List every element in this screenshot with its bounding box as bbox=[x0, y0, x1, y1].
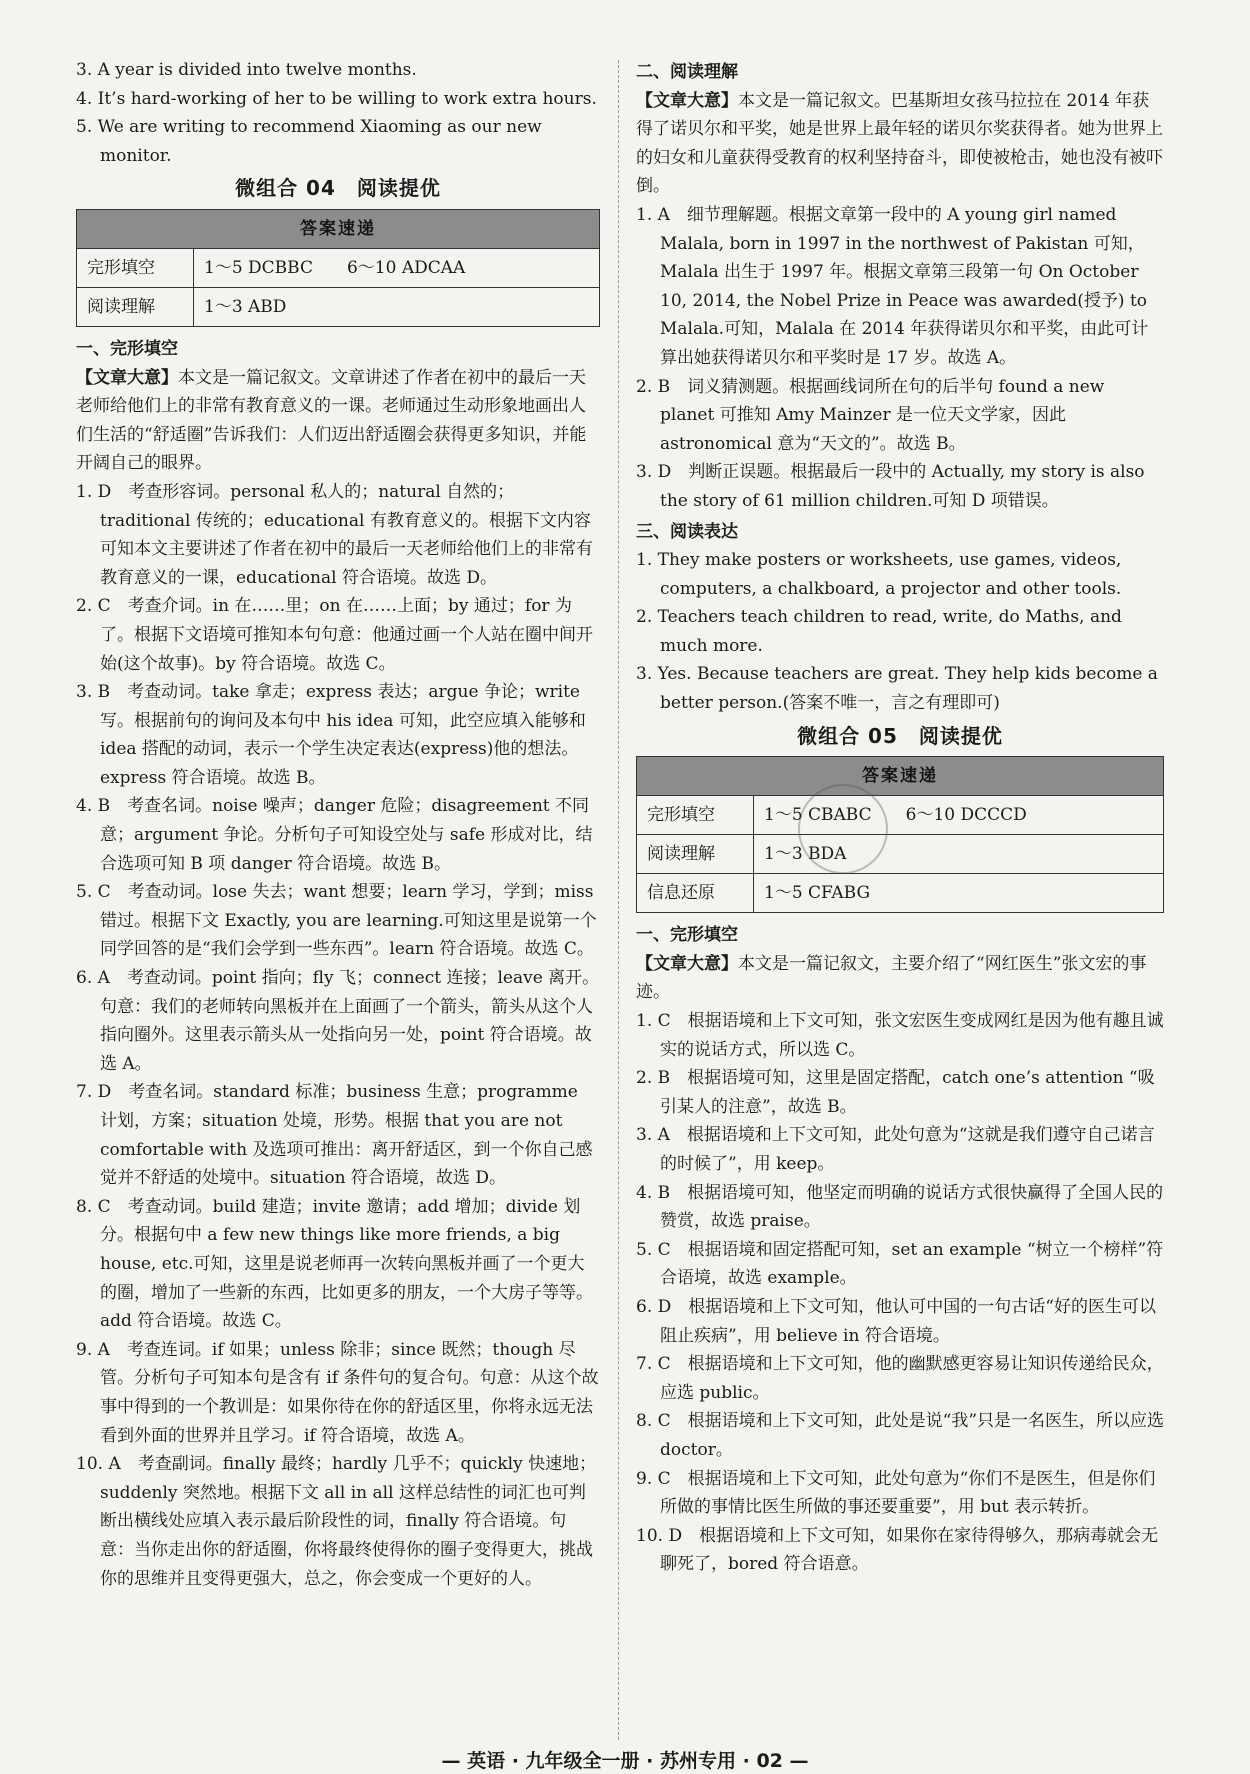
row-value: 1～3 BDA bbox=[754, 835, 1164, 874]
answer-item: 7. C 根据语境和上下文可知，他的幽默感更容易让知识传递给民众，应选 public。 bbox=[636, 1354, 1164, 1403]
row-value: 1～5 DCBBC 6～10 ADCAA bbox=[194, 248, 600, 287]
answer-item: 9. C 根据语境和上下文可知，此处句意为“你们不是医生，但是你们所做的事情比医生所做的事还要重要”，用 but 表示转折。 bbox=[636, 1468, 1156, 1518]
group-04-title: 微组合 04 阅读提优 bbox=[235, 176, 441, 201]
table-row bbox=[77, 287, 600, 326]
answer-table-05 bbox=[636, 756, 1164, 913]
table-row bbox=[77, 248, 600, 287]
summary-text: 本文是一篇记叙文。文章讲述了作者在初中的最后一天老师给他们上的非常有教育意义的一课。老师通过生动形象地画出人们生活的“舒适圈”告诉我们：人们迈出舒适圈会获得更多知识，并能开阔自己的眼界。 bbox=[76, 367, 587, 474]
answer-item: 7. D 考查名词。standard 标准；business 生意；programme 计划，方案；situation 处境，形势。根据 that you are not comfortable with 及选项可推出：离开舒适区，到一个你自己感觉并不舒适的处境中。situation 符合语境，故选 D。 bbox=[76, 1082, 593, 1189]
left-column bbox=[76, 56, 600, 1593]
table-row bbox=[637, 796, 1164, 835]
answer-item: 4. B 根据语境可知，他坚定而明确的说话方式很快赢得了全国人民的赞赏，故选 praise。 bbox=[636, 1182, 1164, 1232]
page-footer: — 英语 · 九年级全一册 · 苏州专用 · 02 — bbox=[441, 1750, 809, 1772]
row-label: 阅读理解 bbox=[77, 287, 194, 326]
section-title-cloze: 一、完形填空 bbox=[76, 338, 178, 359]
section-title-cloze: 一、完形填空 bbox=[636, 925, 738, 946]
answer-item: 2. C 考查介词。in 在……里；on 在……上面；by 通过；for 为了。根据下文语境可推知本句句意：他通过画一个人站在圈中间开始(这个故事)。by 符合语境。故选 C。 bbox=[76, 596, 593, 674]
row-value: 1～5 CFABG bbox=[754, 874, 1164, 913]
answer-item: 1. A 细节理解题。根据文章第一段中的 A young girl named Malala, born in 1997 in the northwest of Pakistan 可知，Malala 出生于 1997 年。根据文章第三段第一句 On October 10, 2014, the Nobel Prize in Peace was awarded(授予) to Malala.可知，Malala 在 2014 年获得诺贝尔和平奖，由此可计算出她获得诺贝尔和平奖时是 17 岁。故选 A。 bbox=[636, 204, 1149, 368]
table-header: 答案速递 bbox=[637, 757, 1164, 796]
answer-item: 4. B 考查名词。noise 噪声；danger 危险；disagreement 不同意；argument 争论。分析句子可知设空处与 safe 形成对比，结合选项可知 B 项 danger 符合语境。故选 B。 bbox=[76, 796, 593, 874]
answer-item: 2. B 根据语境可知，这里是固定搭配，catch one’s attention “吸引某人的注意”，故选 B。 bbox=[636, 1068, 1155, 1117]
summary bbox=[636, 950, 1164, 1007]
answer-item: 3. A 根据语境和上下文可知，此处句意为“这就是我们遵守自己诺言的时候了”，用 keep。 bbox=[636, 1125, 1155, 1174]
answer-item: 10. A 考查副词。finally 最终；hardly 几乎不；quickly 快速地；suddenly 突然地。根据下文 all in all 这样总结性的词汇也可判断出横线处应填入表示最后阶段性的词，finally 符合语境。句意：当你走出你的舒适圈，你将最终使得你的圈子变得更大，挑战你的思维并且变得更强大，总之，你会变成一个更好的人。 bbox=[76, 1454, 597, 1589]
section-title-expression: 三、阅读表达 bbox=[636, 521, 738, 542]
table-row bbox=[637, 874, 1164, 913]
answer-item: 8. C 根据语境和上下文可知，此处是说“我”只是一名医生，所以应选 doctor。 bbox=[636, 1411, 1165, 1460]
right-column bbox=[636, 56, 1164, 1579]
summary bbox=[636, 87, 1164, 201]
summary-label: 【文章大意】 bbox=[76, 367, 178, 388]
intro-line: 3. A year is divided into twelve months. bbox=[76, 60, 417, 80]
row-label: 信息还原 bbox=[637, 874, 754, 913]
answer-item: 8. C 考查动词。build 建造；invite 邀请；add 增加；divide 划分。根据句中 a few new things like more friends, a big house, etc.可知，这里是说老师再一次转向黑板并画了一个更大的圈，增加了一些新的东西，比如更多的朋友，一个大房子等等。add 符合语境。故选 C。 bbox=[76, 1196, 593, 1332]
summary-label: 【文章大意】 bbox=[636, 90, 738, 111]
row-value: 1～3 ABD bbox=[194, 287, 600, 326]
row-label: 阅读理解 bbox=[637, 835, 754, 874]
column-divider bbox=[618, 60, 619, 1740]
table-header: 答案速递 bbox=[77, 209, 600, 248]
table-row bbox=[637, 835, 1164, 874]
summary-label: 【文章大意】 bbox=[636, 953, 738, 974]
stamp-seal bbox=[798, 784, 888, 874]
answer-item: 1. C 根据语境和上下文可知，张文宏医生变成网红是因为他有趣且诚实的说话方式，所以选 C。 bbox=[636, 1011, 1164, 1060]
group-05-title: 微组合 05 阅读提优 bbox=[797, 723, 1003, 748]
answer-item: 9. A 考查连词。if 如果；unless 除非；since 既然；though 尽管。分析句子可知本句是含有 if 条件句的复合句。句意：从这个故事中得到的一个教训是：如果你待在你的舒适区里，你将永远无法看到外面的世界并且学习。if 符合语境，故选 A。 bbox=[76, 1339, 599, 1446]
answer-item: 6. D 根据语境和上下文可知，他认可中国的一句古话“好的医生可以阻止疾病”，用 believe in 符合语境。 bbox=[636, 1296, 1156, 1346]
answer-item: 10. D 根据语境和上下文可知，如果你在家待得够久，那病毒就会无聊死了，bored 符合语意。 bbox=[636, 1525, 1159, 1575]
intro-line: 4. It’s hard-working of her to be willing to work extra hours. bbox=[76, 88, 597, 109]
answer-item: 1. D 考查形容词。personal 私人的；natural 自然的；traditional 传统的；educational 有教育意义的。根据下文内容可知本文主要讲述了作者在初中的最后一天老师给他们上的非常有教育意义的一课，educational 符合语境。故选 D。 bbox=[76, 481, 593, 588]
summary bbox=[76, 364, 600, 478]
row-value: 1～5 CBABC 6～10 DCCCD bbox=[754, 796, 1164, 835]
answer-item: 3. Yes. Because teachers are great. They help kids become a better person.(答案不唯一，言之有理即可) bbox=[636, 664, 1158, 714]
answer-item: 2. Teachers teach children to read, write, do Maths, and much more. bbox=[636, 607, 1122, 656]
answer-item: 6. A 考查动词。point 指向；fly 飞；connect 连接；leave 离开。句意：我们的老师转向黑板并在上面画了一个箭头，箭头从这个人指向圈外。这里表示箭头从一处指向另一处，point 符合语境。故选 A。 bbox=[76, 968, 600, 1074]
answer-item: 2. B 词义猜测题。根据画线词所在句的后半句 found a new planet 可推知 Amy Mainzer 是一位天文学家，因此 astronomical 意为“天文的”。故选 B。 bbox=[636, 376, 1105, 454]
answer-table-04 bbox=[76, 209, 600, 327]
answer-item: 5. C 考查动词。lose 失去；want 想要；learn 学习，学到；miss 错过。根据下文 Exactly, you are learning.可知这里是说第一个同学回答的是“我们会学到一些东西”。learn 符合语境。故选 C。 bbox=[76, 882, 597, 960]
answer-item: 3. B 考查动词。take 拿走；express 表达；argue 争论；write 写。根据前句的询问及本句中 his idea 可知，此空应填入能够和 idea 搭配的动词，表示一个学生决定表达(express)他的想法。express 符合语境。故选 B。 bbox=[76, 682, 586, 788]
answer-item: 1. They make posters or worksheets, use games, videos, computers, a chalkboard, a projector and other tools. bbox=[636, 550, 1122, 599]
summary-text: 本文是一篇记叙文。巴基斯坦女孩马拉拉在 2014 年获得了诺贝尔和平奖，她是世界上最年轻的诺贝尔奖获得者。她为世界上的妇女和儿童获得受教育的权利坚持奋斗，即使被枪击，她也没有被吓倒。 bbox=[636, 90, 1163, 197]
summary-text: 本文是一篇记叙文，主要介绍了“网红医生”张文宏的事迹。 bbox=[636, 953, 1147, 1003]
row-label: 完形填空 bbox=[637, 796, 754, 835]
answer-item: 3. D 判断正误题。根据最后一段中的 Actually, my story is also the story of 61 million children.可知 D 项错误。 bbox=[636, 462, 1145, 511]
intro-line: 5. We are writing to recommend Xiaoming as our new monitor. bbox=[76, 117, 542, 166]
section-title-reading: 二、阅读理解 bbox=[636, 62, 738, 82]
row-label: 完形填空 bbox=[77, 248, 194, 287]
answer-item: 5. C 根据语境和固定搭配可知，set an example “树立一个榜样”符合语境，故选 example。 bbox=[636, 1239, 1164, 1289]
